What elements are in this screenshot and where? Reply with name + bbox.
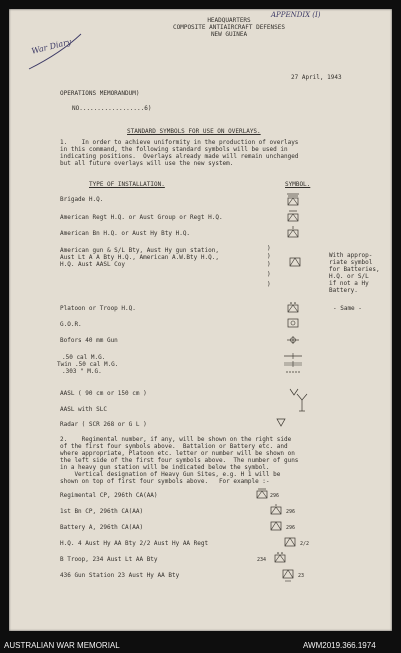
group-note-line: Battery. [329,287,358,294]
group-note-line: With approp- [329,252,373,259]
example-tag: 23 [298,573,305,579]
group-brace: ) [267,261,271,268]
para1-line: but all future overlays will use the new system. [60,160,234,167]
example-bn-cp-symbol-icon [265,503,287,516]
installation-label: Brigade H.Q. [60,196,104,203]
para1-line: indicating positions. Overlays already made will remain unchanged [60,153,299,160]
para2-line: of the first four symbols above. Battalion or Battery etc. and [60,443,288,450]
handwritten-war-diary: War Diary [30,37,73,56]
installation-label: G.O.R. [60,321,82,328]
example-battery-symbol-icon [265,519,287,532]
header-line-2: COMPOSITE ANTIAIRCRAFT DEFENSES [173,24,285,31]
group-brace: ) [267,253,271,260]
group-brace: ) [267,271,271,278]
example-label: 436 Gun Station 23 Aust Hy AA Bty [60,572,180,579]
header-line-3: NEW GUINEA [210,31,248,38]
example-gun-station-symbol-icon [277,567,299,583]
group-brace: ) [267,281,271,288]
mg-symbol-icon [283,352,303,360]
group-line: Aust Lt A A Bty H.Q., American A.W.Bty H.Q., [60,254,219,261]
example-label: H.Q. 4 Aust Hy AA Bty 2/2 Aust Hy AA Regt [60,540,209,547]
group-note-line: if not a Hy [329,280,369,287]
group-brace: ) [267,245,271,252]
group-note-line: H.Q. or S/L [329,273,369,280]
memo-title: OPERATIONS MEMORANDUM) [60,90,140,97]
same-note: - Same - [333,305,362,312]
example-hy-aa-bty-symbol-icon [279,535,301,548]
para2-line: 2. Regimental number, if any, will be shown on the right side [60,436,292,443]
regt-hq-symbol-icon [286,209,300,222]
mg-line: Twin .50 cal M.G. [57,361,119,368]
installation-label: AASL with SLC [60,406,107,413]
aasl-slc-symbol-icon [295,384,309,414]
column-type-header: TYPE OF INSTALLATION. [89,181,165,188]
installation-label: Radar ( SCR 268 or G L ) [60,421,147,428]
para2-line: the left side of the first four symbols above. The number of guns [60,457,299,464]
group-note-line: riate symbol [329,259,373,266]
para2-line: in a heavy gun station will be indicated below the symbol. [60,464,270,471]
example-label: Battery A, 296th CA(AA) [60,524,144,531]
footer-right: AWM2019.366.1974 [303,641,376,650]
example-regt-cp-symbol-icon [255,487,269,500]
memo-number: NO..................6) [72,105,152,112]
group-line: American gun & S/L Bty, Aust Hy gun station, [60,247,219,254]
battery-hq-symbol-icon [288,254,302,268]
installation-label: Platoon or Troop H.Q. [60,305,136,312]
example-troop-symbol-icon [269,551,291,564]
example-label: Regimental CP, 296th CA(AA) [60,492,158,499]
303-mg-symbol-icon [285,368,301,376]
appendix-note: APPENDIX (I) [271,11,321,19]
para1-line: in this command, the following standard symbols will be used in [60,146,288,153]
example-tag: 296 [286,525,296,531]
gor-symbol-icon [286,317,300,329]
installation-label: AASL ( 90 cm or 150 cm ) [60,390,147,397]
mg-line: .303 " M.G. [62,368,102,375]
handwritten-stroke-icon [21,31,99,73]
example-tag: 296 [286,509,296,515]
header-line-1: HEADQUARTERS [207,17,251,24]
group-line: H.Q. Aust AASL Coy [60,261,126,268]
radar-symbol-icon [276,418,286,427]
para2-line: Vertical designation of Heavy Gun Sites, e.g. H 1 will be [60,471,281,478]
example-tag: 296 [270,493,280,499]
example-tag: 2/2 [300,541,310,547]
document-page [9,9,392,631]
installation-label: American Bn H.Q. or Aust Hy Bty H.Q. [60,230,191,237]
mg-line: .50 cal M.G. [62,354,106,361]
memo-date: 27 April, 1943 [291,74,342,81]
para2-line: where appropriate, Platoon etc. letter or number will be shown on [60,450,295,457]
installation-label: Bofors 40 mm Gun [60,337,118,344]
example-label: B Troop, 234 Aust Lt AA Bty [60,556,158,563]
example-label: 1st Bn CP, 296th CA(AA) [60,508,144,515]
group-note-line: for Batteries, [329,266,380,273]
column-symbol-header: SYMBOL. [285,181,311,188]
bn-hq-symbol-icon [286,225,300,238]
example-tag: 234 [257,557,267,563]
brigade-hq-symbol-icon [286,192,300,206]
twin-mg-symbol-icon [283,360,303,368]
platoon-hq-symbol-icon [286,301,300,313]
bofors-gun-symbol-icon [286,334,300,346]
para2-line: shown on top of first four symbols above. For example :- [60,478,270,485]
para1-line: 1. In order to achieve uniformity in the production of overlays [60,139,299,146]
memo-subject: STANDARD SYMBOLS FOR USE ON OVERLAYS. [127,128,261,135]
installation-label: American Regt H.Q. or Aust Group or Regt H.Q. [60,214,223,221]
footer-left: AUSTRALIAN WAR MEMORIAL [4,641,120,650]
